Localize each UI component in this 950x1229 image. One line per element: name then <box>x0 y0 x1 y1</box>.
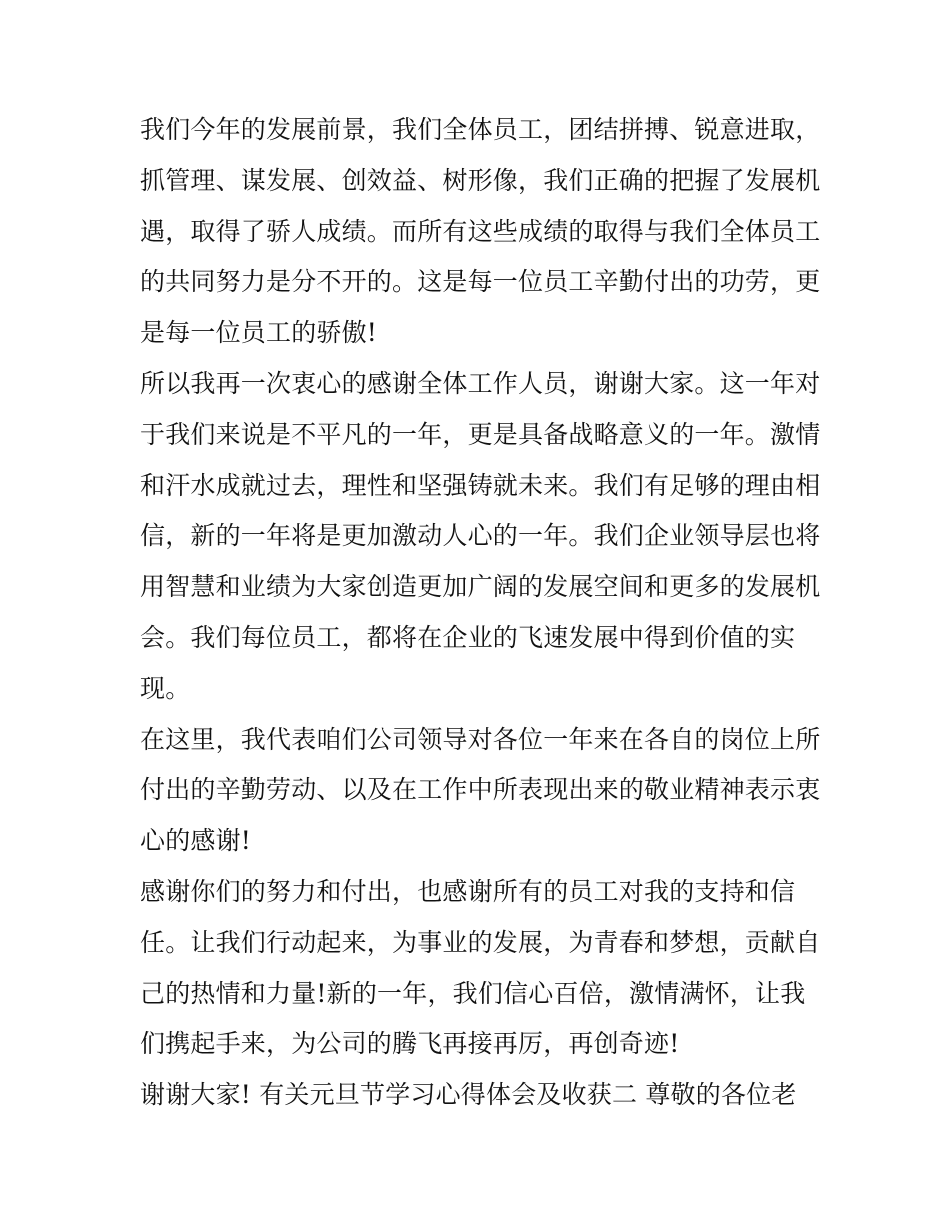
text-line: 所以我再一次衷心的感谢全体工作人员，谢谢大家。这一年对 <box>140 368 821 398</box>
text-line: 在这里，我代表咱们公司领导对各位一年来在各自的岗位上所 <box>140 724 821 754</box>
text-line: 现。 <box>140 673 191 703</box>
text-line: 己的热情和力量!新的一年，我们信心百倍，激情满怀，让我 <box>140 978 806 1008</box>
document-body <box>140 105 820 1121</box>
text-line: 心的感谢! <box>140 826 252 856</box>
text-line: 们携起手来，为公司的腾飞再接再厉，再创奇迹! <box>140 1029 680 1059</box>
text-line: 谢谢大家! 有关元旦节学习心得体会及收获二 尊敬的各位老 <box>140 1080 797 1110</box>
text-line: 信，新的一年将是更加激动人心的一年。我们企业领导层也将 <box>140 521 821 551</box>
text-line: 我们今年的发展前景，我们全体员工，团结拼搏、锐意进取， <box>140 115 821 144</box>
text-line: 付出的辛勤劳动、以及在工作中所表现出来的敬业精神表示衷 <box>140 775 821 805</box>
text-line: 于我们来说是不平凡的一年，更是具备战略意义的一年。激情 <box>140 419 821 449</box>
text-line: 任。让我们行动起来，为事业的发展，为青春和梦想，贡献自 <box>140 927 821 957</box>
text-line: 抓管理、谋发展、创效益、树形像，我们正确的把握了发展机 <box>140 165 821 195</box>
text-line: 和汗水成就过去，理性和坚强铸就未来。我们有足够的理由相 <box>140 470 821 500</box>
text-line: 会。我们每位员工，都将在企业的飞速发展中得到价值的实 <box>140 622 796 652</box>
text-line: 是每一位员工的骄傲! <box>140 318 378 348</box>
text-line: 用智慧和业绩为大家创造更加广阔的发展空间和更多的发展机 <box>140 572 821 602</box>
text-line: 的共同努力是分不开的。这是每一位员工辛勤付出的功劳，更 <box>140 267 821 297</box>
text-line: 遇，取得了骄人成绩。而所有这些成绩的取得与我们全体员工 <box>140 216 821 246</box>
text-line: 感谢你们的努力和付出，也感谢所有的员工对我的支持和信 <box>140 876 796 906</box>
